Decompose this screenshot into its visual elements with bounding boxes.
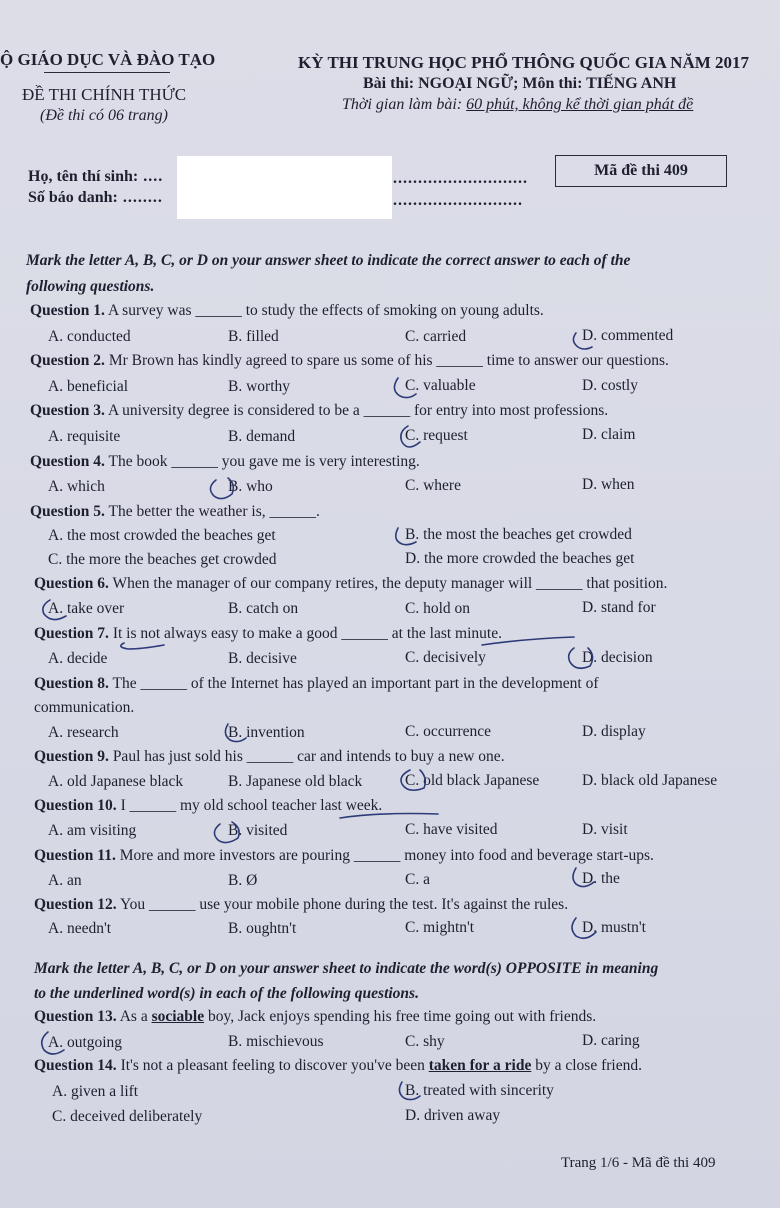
section1-instruction-line2: following questions. [26,278,155,295]
option-c: C. a [405,871,430,888]
option-b: B. demand [228,428,296,445]
section2-instruction-line1: Mark the letter A, B, C, or D on your answer sheet to indicate the word(s) OPPOSITE in meaning [34,960,659,977]
exam-title: KỲ THI TRUNG HỌC PHỔ THÔNG QUỐC GIA NĂM 2017 [298,53,750,72]
option-a: A. conducted [48,328,131,345]
page-footer: Trang 1/6 - Mã đề thi 409 [561,1155,716,1171]
option-a: A. the most crowded the beaches get [48,527,276,544]
question-text: It is not always easy to make a good ______ at the last minute. [112,625,502,642]
question-label: Question 13. [34,1008,117,1025]
option-b: B. invention [228,724,305,741]
question-text: Mr Brown has kindly agreed to spare us some of his ______ time to answer our questions. [108,352,669,369]
question-text: A university degree is considered to be a ______ for entry into most professions. [107,402,609,419]
option-d: D. costly [582,377,638,394]
section2-instruction-line2: to the underlined word(s) in each of the following questions. [34,985,419,1002]
question-text-pre: It's not a pleasant feeling to discover you've been [120,1057,429,1074]
option-d: D. claim [582,426,636,443]
pen-underline-q7-start [121,643,164,649]
option-b: B. the most the beaches get crowded [405,526,632,543]
option-d: D. visit [582,821,628,838]
option-b: B. who [228,478,273,495]
option-d: D. when [582,476,635,493]
id-dots: ........ [117,189,163,206]
option-c: C. valuable [405,377,476,394]
option-b: B. Ø [228,872,258,889]
option-b: B. decisive [228,650,297,667]
option-b: B. visited [228,822,288,839]
candidate-id-label: Số báo danh: [28,189,118,206]
option-b: B. treated with sincerity [405,1082,554,1099]
option-c: C. request [405,427,468,444]
section1-instruction-line1: Mark the letter A, B, C, or D on your answer sheet to indicate the correct answer to each of the [26,252,631,269]
question-label: Question 8. [34,675,109,692]
question-8 [34,675,599,693]
time-underlined: 60 phút, không kể thời gian phát đề [466,96,694,113]
question-text: The ______ of the Internet has played an important part in the development of [112,675,599,692]
question-label: Question 1. [30,302,105,319]
id-dots-right: .......................... [393,192,523,209]
question-2 [30,352,669,370]
question-text-pre: As a [119,1008,152,1025]
question-label: Question 2. [30,352,105,369]
candidate-name-label: Họ, tên thí sinh: [28,168,139,185]
option-a: A. take over [48,600,125,617]
question-label: Question 10. [34,797,117,814]
option-d: D. commented [582,327,674,344]
option-a: A. old Japanese black [48,773,184,790]
option-c: C. have visited [405,821,498,838]
question-text: When the manager of our company retires, the deputy manager will ______ that position. [112,575,668,592]
question-label: Question 12. [34,896,117,913]
name-dots-right: ........................... [393,170,528,187]
option-b: B. worthy [228,378,290,395]
exam-subject: Bài thi: NGOẠI NGỮ; Môn thi: TIẾNG ANH [363,75,677,92]
exam-time [342,96,693,114]
question-8-continued: communication. [34,699,135,716]
option-d: D. display [582,723,646,740]
question-14 [34,1057,642,1075]
ministry-name: Ộ GIÁO DỤC VÀ ĐÀO TẠO [0,50,216,69]
option-a: A. an [48,872,82,889]
question-6 [34,575,667,593]
option-a: A. am visiting [48,822,137,839]
question-text-post: by a close friend. [531,1057,642,1074]
option-a: A. research [48,724,119,741]
question-label: Question 5. [30,503,105,520]
ministry-underline [44,72,170,73]
option-a: A. which [48,478,105,495]
option-c: C. shy [405,1033,445,1050]
option-d: D. caring [582,1032,640,1049]
question-label: Question 11. [34,847,116,864]
question-13 [34,1008,596,1026]
option-c: C. hold on [405,600,471,617]
option-c: C. mightn't [405,919,475,936]
underlined-phrase: taken for a ride [428,1057,532,1074]
redaction-block [177,156,392,219]
option-c: C. deceived deliberately [52,1108,203,1125]
time-prefix: Thời gian làm bài: [342,96,467,113]
question-12 [34,896,568,914]
option-b: B. Japanese old black [228,773,363,790]
question-10 [34,797,382,815]
option-a: A. decide [48,650,108,667]
question-11 [34,847,654,865]
question-label: Question 14. [34,1057,117,1074]
question-4 [30,453,420,471]
question-text: More and more investors are pouring ______ money into food and beverage start-ups. [119,847,654,864]
question-3 [30,402,608,420]
option-c: C. occurrence [405,723,492,740]
question-7 [34,625,502,643]
option-c: C. decisively [405,649,486,666]
option-b: B. mischievous [228,1033,324,1050]
question-text: Paul has just sold his ______ car and intends to buy a new one. [112,748,505,765]
question-text: The book ______ you gave me is very interesting. [108,453,420,470]
question-label: Question 4. [30,453,105,470]
question-label: Question 3. [30,402,105,419]
question-text: You ______ use your mobile phone during the test. It's against the rules. [120,896,569,913]
underlined-word: sociable [151,1008,205,1025]
option-d: D. the [582,870,620,887]
question-label: Question 9. [34,748,109,765]
option-d: D. mustn't [582,919,646,936]
option-a: A. given a lift [52,1083,139,1100]
option-c: C. where [405,477,461,494]
option-b: B. filled [228,328,279,345]
option-d: D. black old Japanese [582,772,718,789]
option-c: C. old black Japanese [405,772,540,789]
option-b: B. oughtn't [228,920,297,937]
question-label: Question 7. [34,625,109,642]
option-c: C. carried [405,328,467,345]
option-d: D. the more crowded the beaches get [405,550,635,567]
option-a: A. outgoing [48,1034,123,1051]
pages-note: (Đề thi có 06 trang) [40,107,168,124]
exam-code-box: Mã đề thi 409 [555,155,727,187]
question-text: I ______ my old school teacher last week. [120,797,383,814]
option-a: A. needn't [48,920,112,937]
candidate-id-row [28,189,163,207]
option-a: A. requisite [48,428,121,445]
question-1 [30,302,544,320]
option-b: B. catch on [228,600,299,617]
question-text: A survey was ______ to study the effects of smoking on young adults. [107,302,544,319]
option-d: D. stand for [582,599,656,616]
question-label: Question 6. [34,575,109,592]
name-dots: .... [138,168,164,185]
candidate-name-row [28,168,163,186]
option-c: C. the more the beaches get crowded [48,551,277,568]
option-d: D. decision [582,649,653,666]
option-d: D. driven away [405,1107,501,1124]
question-5 [30,503,320,521]
option-a: A. beneficial [48,378,129,395]
official-label: ĐỀ THI CHÍNH THỨC [22,85,187,104]
question-text-post: boy, Jack enjoys spending his free time going out with friends. [204,1008,597,1025]
question-text: The better the weather is, ______. [108,503,320,520]
question-9 [34,748,505,766]
